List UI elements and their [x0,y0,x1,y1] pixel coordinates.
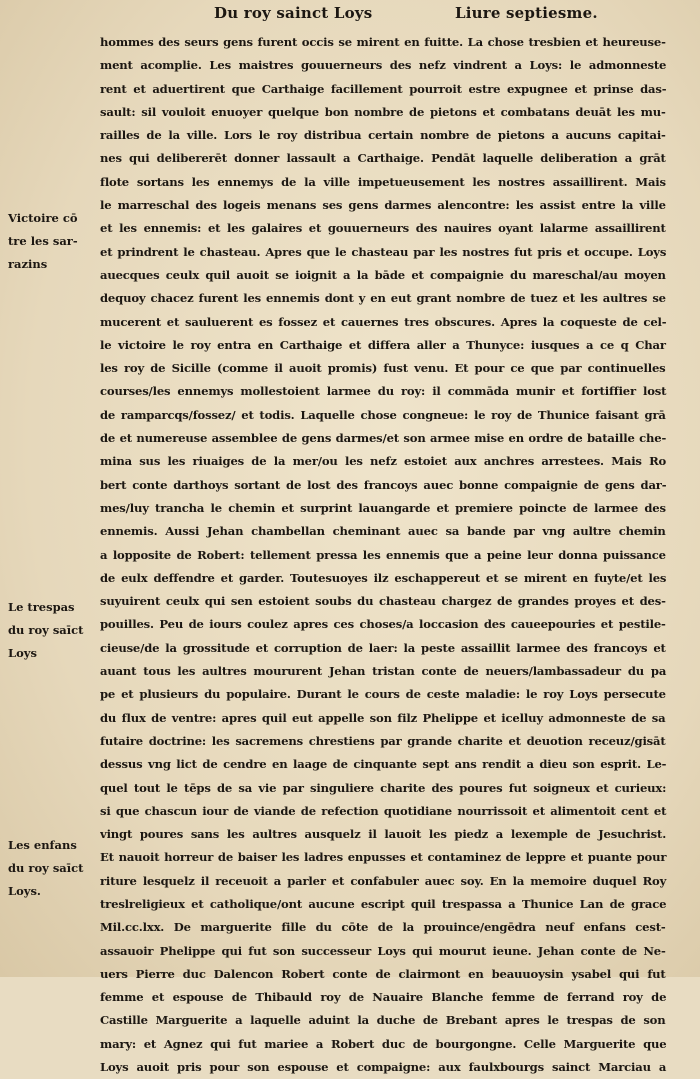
text-line: et prindrent le chasteau. Apres que le chasteau par les nostres fut pris et occupe. Loys [100,244,667,259]
text-line: Mil.cc.lxx. De marguerite fille du cōte de la prouince/engēdra neuf enfans cest- [100,920,666,935]
text-line: femme et espouse de Thibauld roy de Nauaire Blanche femme de ferrand roy de [100,990,667,1005]
text-line: railles de la ville. Lors le roy distribua certain nombre de pietons a aucuns capitai- [100,128,666,143]
text-line: le marreschal des logeis menans ses gens darmes alencontre: les assist entre la ville [100,198,666,213]
margin-note-line: Victoire cō [8,211,78,225]
text-line: courses/les ennemys mollestoient larmee du roy: il commāda munir et fortiffier lost [100,384,667,399]
margin-note-victory [8,207,96,276]
text-line: pe et plusieurs du populaire. Durant le cours de ceste maladie: le roy Loys persecute [100,687,666,702]
text-line: treslreligieux et catholique/ont aucune escript quil trespassa a Thunice Lan de grace [100,896,667,911]
text-line: et les ennemis: et les galaires et gouuerneurs des nauires oyant lalarme assaillirent [100,221,666,236]
text-line: sault: sil vouloit enuoyer quelque bon nombre de pietons et combatans deuāt les mu- [100,104,666,119]
running-head [0,4,700,24]
text-line: Et nauoit horreur de baiser les ladres enpusses et contaminez de leppre et puante pour [100,850,667,865]
text-line: le victoire le roy entra en Carthaige et differa aller a Thunyce: iusques a ce q Char [100,337,666,352]
margin-note-line: Loys [8,646,37,660]
text-line: les roy de Sicille (comme il auoit promis) fust venu. Et pour ce que par continuelles [100,361,666,376]
running-head-left: Du roy sainct Loys [214,4,373,22]
text-line: hommes des seurs gens furent occis se mirent en fuitte. La chose tresbien et heureuse- [100,35,666,49]
text-line: auecques ceulx quil auoit se ioignit a la bāde et compaignie du mareschal/au moyen [100,267,666,282]
text-line: mina sus les riuaiges de la mer/ou les nefz estoiet aux anchres arrestees. Mais Ro [100,454,667,469]
text-line: Loys auoit pris pour son espouse et compaigne: aux faulxbourgs sainct Marciau a [100,1060,667,1075]
running-head-right: Liure septiesme. [455,4,598,22]
margin-note-line: du roy saīct [8,623,84,637]
text-line: quel tout le tēps de sa vie par singuliere charite des poures fut soigneux et curieux: [100,780,667,795]
text-line: mes/luy trancha le chemin et surprint lauangarde et premiere poincte de larmee des [100,500,666,515]
text-line: de et numereuse assemblee de gens darmes/et son armee mise en ordre de bataille che- [100,431,667,446]
text-line: Castille Marguerite a laquelle aduint la duche de Brebant apres le trespas de son [100,1013,666,1028]
text-line: pouilles. Peu de iours coulez apres ces choses/a loccasion des caueepouries et pestile- [100,617,666,632]
text-line: uers Pierre duc Dalencon Robert conte de clairmont en beauuoysin ysabel qui fut [100,966,666,981]
text-line: de ramparcqs/fossez/ et todis. Laquelle chose congneue: le roy de Thunice faisant grā [100,407,666,422]
text-line: de eulx deffendre et garder. Toutesuoyes ilz eschappereut et se mirent en fuyte/et les [100,570,667,585]
margin-note-line: du roy saīct [8,861,84,875]
text-line: a lopposite de Robert: tellement pressa les ennemis que a peine leur donna puissance [100,547,666,562]
text-line: futaire doctrine: les sacremens chrestiens par grande charite et deuotion receuz/gisāt [100,733,666,748]
text-line: assauoir Phelippe qui fut son successeur Loys qui mourut ieune. Jehan conte de Ne- [100,943,666,958]
text-line: rent et aduertirent que Carthaige facillement pourroit estre expugnee et prinse das- [100,81,667,96]
text-line: dequoy chacez furent les ennemis dont y en eut grant nombre de tuez et les aultres se [100,291,666,306]
text-line: mucerent et sauluerent es fossez et cauernes tres obscures. Apres la coqueste de cel- [100,314,667,329]
text-line: auant tous les aultres moururent Jehan tristan conte de neuers/lambassadeur du pa [100,664,667,679]
text-line: nes qui delibererēt donner lassault a Carthaige. Pendāt laquelle deliberation a grāt [100,151,666,166]
text-line: mary: et Agnez qui fut mariee a Robert duc de bourgongne. Celle Marguerite que [100,1036,667,1051]
text-line: ment acomplie. Les maistres gouuerneurs des nefz vindrent a Loys: le admonneste [100,58,667,73]
margin-note-line: Loys. [8,884,41,898]
text-line: bert conte darthoys sortant de lost des francoys auec bonne compaignie de gens dar- [100,477,667,492]
text-line: suyuirent ceulx qui sen estoient soubs du chasteau chargez de grandes proyes et des- [100,594,666,609]
text-line: si que chascun iour de viande de refection quotidiane nourrissoit et alimentoit cent et [100,803,667,818]
text-line: flote sortans les ennemys de la ville impetueusement les nostres assaillirent. Mais [100,174,666,189]
margin-note-line: Le trespas [8,600,75,614]
margin-note-line: tre les sar- [8,234,78,248]
margin-note-children-of-king [8,834,96,903]
text-line: dessus vng lict de cendre en laage de cinquante sept ans rendit a dieu son esprit. Le- [100,757,667,772]
text-line: ennemis. Aussi Jehan chambellan cheminant auec sa bande par vng aultre chemin [100,524,666,539]
text-line: vingt poures sans les aultres ausquelz il lauoit les piedz a lexemple de Jesuchrist. [100,827,667,842]
margin-note-line: Les enfans [8,838,77,852]
text-line: riture lesquelz il receuoit a parler et confabuler auec soy. En la memoire duquel Roy [100,873,667,888]
text-line: du flux de ventre: apres quil eut appelle son filz Phelippe et icelluy admonneste de sa [100,710,666,725]
text-line: cieuse/de la grossitude et corruption de laer: la peste assaillit larmee des francoys et [100,640,666,655]
margin-note-line: razins [8,257,48,271]
margin-note-death-of-king [8,596,96,665]
body-text [100,31,670,1079]
